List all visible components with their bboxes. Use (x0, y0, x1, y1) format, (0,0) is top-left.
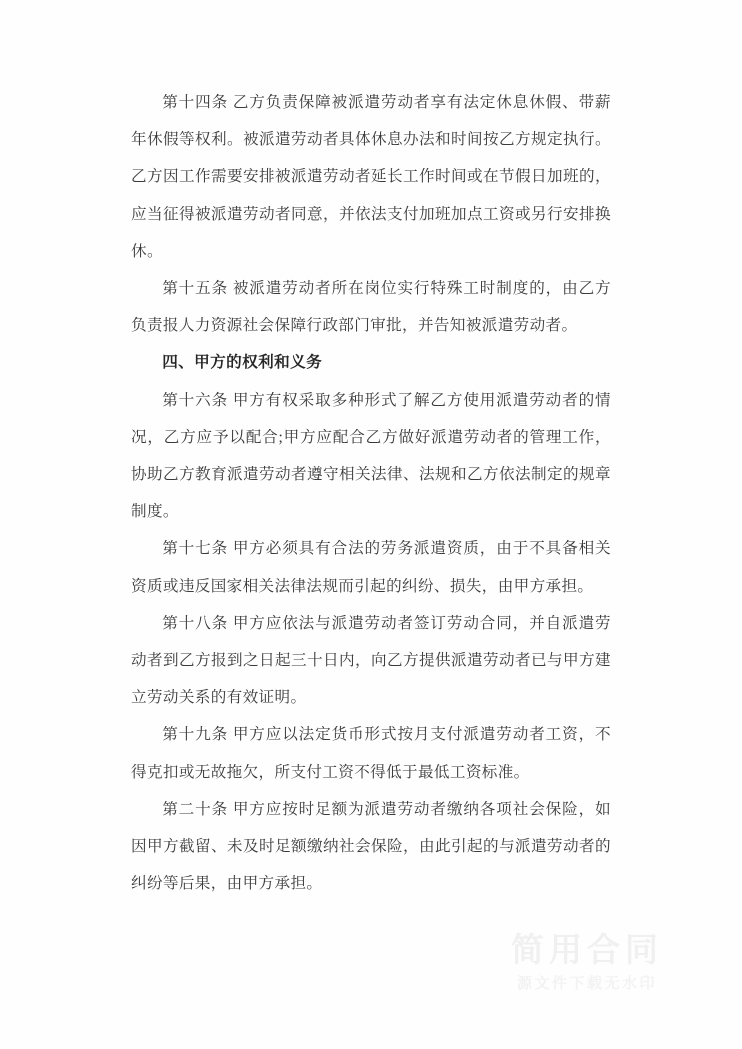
watermark-brand-text: 简用合同 (511, 929, 663, 969)
watermark (462, 929, 712, 994)
paragraph-article-14: 第十四条 乙方负责保障被派遣劳动者享有法定休息休假、带薪年休假等权利。被派遣劳动者具体休息办法和时间按乙方规定执行。乙方因工作需要安排被派遣劳动者延长工作时间或在节假日加班的，应当征得被派遣劳动者同意，并依法支付加班加点工资或另行安排换休。 (131, 94, 611, 260)
paragraph-article-15: 第十五条 被派遣劳动者所在岗位实行特殊工时制度的，由乙方负责报人力资源社会保障行政部门审批，并告知被派遣劳动者。 (131, 280, 611, 335)
paragraph-article-19: 第十九条 甲方应以法定货币形式按月支付派遣劳动者工资，不得克扣或无故拖欠，所支付工资不得低于最低工资标准。 (131, 726, 611, 781)
paragraph-article-20: 第二十条 甲方应按时足额为派遣劳动者缴纳各项社会保险，如因甲方截留、未及时足额缴纳社会保险，由此引起的与派遣劳动者的纠纷等后果，由甲方承担。 (131, 800, 611, 893)
paragraph-article-16: 第十六条 甲方有权采取多种形式了解乙方使用派遣劳动者的情况，乙方应予以配合;甲方应配合乙方做好派遣劳动者的管理工作，协助乙方教育派遣劳动者遵守相关法律、法规和乙方依法制定的规章制度。 (131, 391, 611, 521)
paragraph-article-18: 第十八条 甲方应依法与派遣劳动者签订劳动合同，并自派遣劳动者到乙方报到之日起三十日内，向乙方提供派遣劳动者已与甲方建立劳动关系的有效证明。 (131, 614, 611, 707)
paragraph-article-17: 第十七条 甲方必须具有合法的劳务派遣资质，由于不具备相关资质或违反国家相关法律法规而引起的纠纷、损失，由甲方承担。 (131, 540, 611, 595)
document-body (131, 84, 611, 902)
watermark-tagline-text: 源文件下载无水印 (516, 973, 657, 992)
section-heading-party-a-rights-obligations: 四、甲方的权利和义务 (162, 354, 323, 372)
